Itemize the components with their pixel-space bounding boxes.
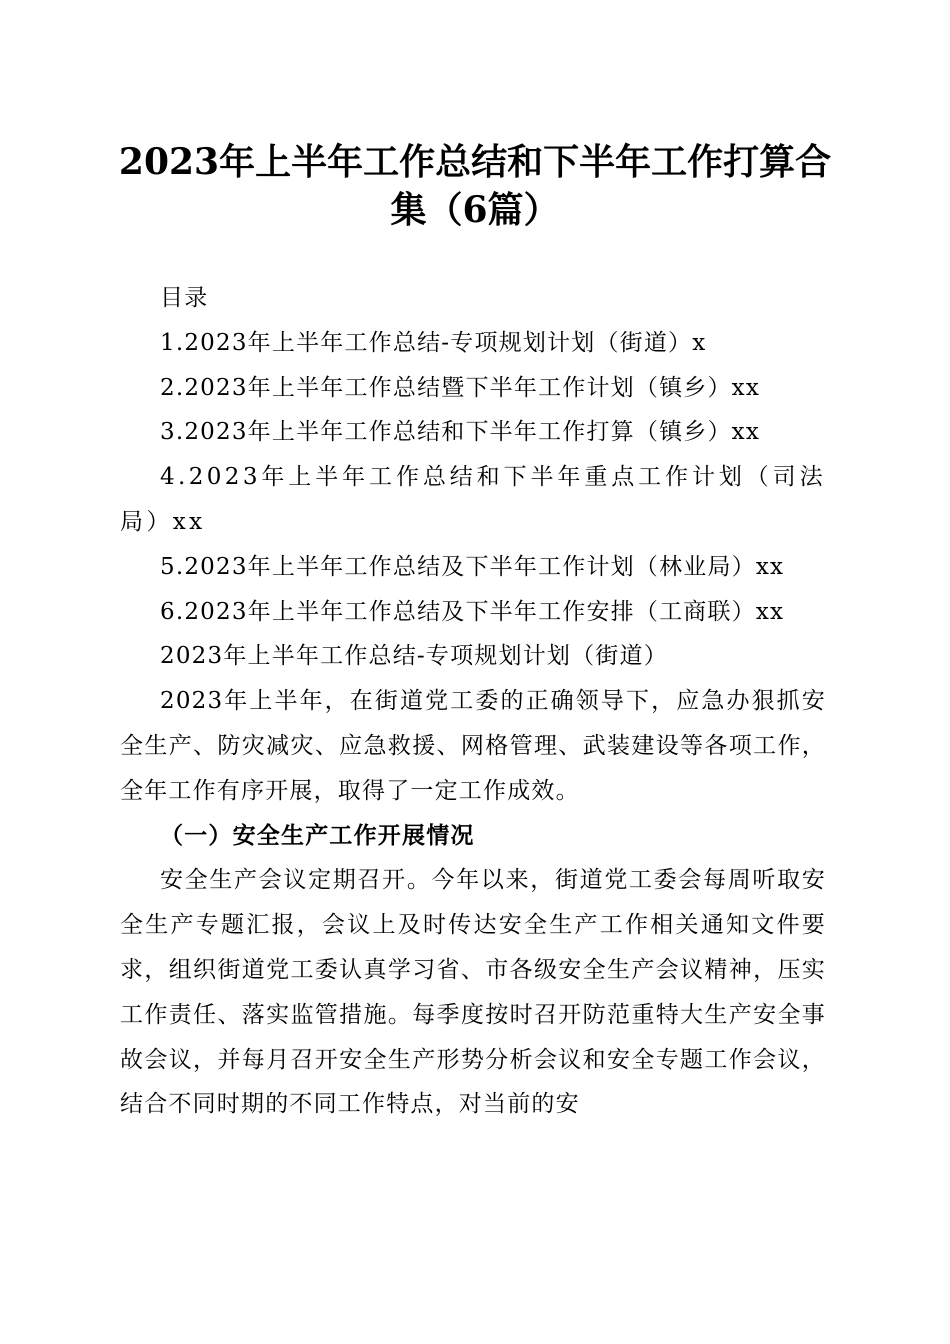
toc-item-4: 4.2023年上半年工作总结和下半年重点工作计划（司法局）xx [120,464,826,535]
toc-item-3: 3.2023年上半年工作总结和下半年工作打算（镇乡）xx [160,419,761,446]
toc-item-6: 6.2023年上半年工作总结及下半年工作安排（工商联）xx [160,598,785,625]
toc-item-1: 1.2023年上半年工作总结-专项规划计划（街道）x [160,329,707,356]
toc-item-2: 2.2023年上半年工作总结暨下半年工作计划（镇乡）xx [160,374,761,401]
toc-heading: 目录 [160,285,209,311]
document-title: 2023年上半年工作总结和下半年工作打算合集（6篇） [118,141,832,231]
article-title: 2023年上半年工作总结-专项规划计划（街道） [160,643,668,670]
section-heading: （一）安全生产工作开展情况 [160,821,475,849]
intro-paragraph: 2023年上半年，在街道党工委的正确领导下，应急办狠抓安全生产、防灾减灾、应急救援、网格管理、武装建设等各项工作，全年工作有序开展，取得了一定工作成效。 [120,688,826,804]
section-paragraph: 安全生产会议定期召开。今年以来，街道党工委会每周听取安全生产专题汇报，会议上及时传达安全生产工作相关通知文件要求，组织街道党工委认真学习省、市各级安全生产会议精神，压实工作责任、落实监管措施。每季度按时召开防范重特大生产安全事故会议，并每月召开安全生产形势分析会议和安全专题工作会议，结合不同时期的不同工作特点，对当前的安 [120,867,826,1118]
document-body [120,276,826,1127]
toc-item-5: 5.2023年上半年工作总结及下半年工作计划（林业局）xx [160,553,785,580]
